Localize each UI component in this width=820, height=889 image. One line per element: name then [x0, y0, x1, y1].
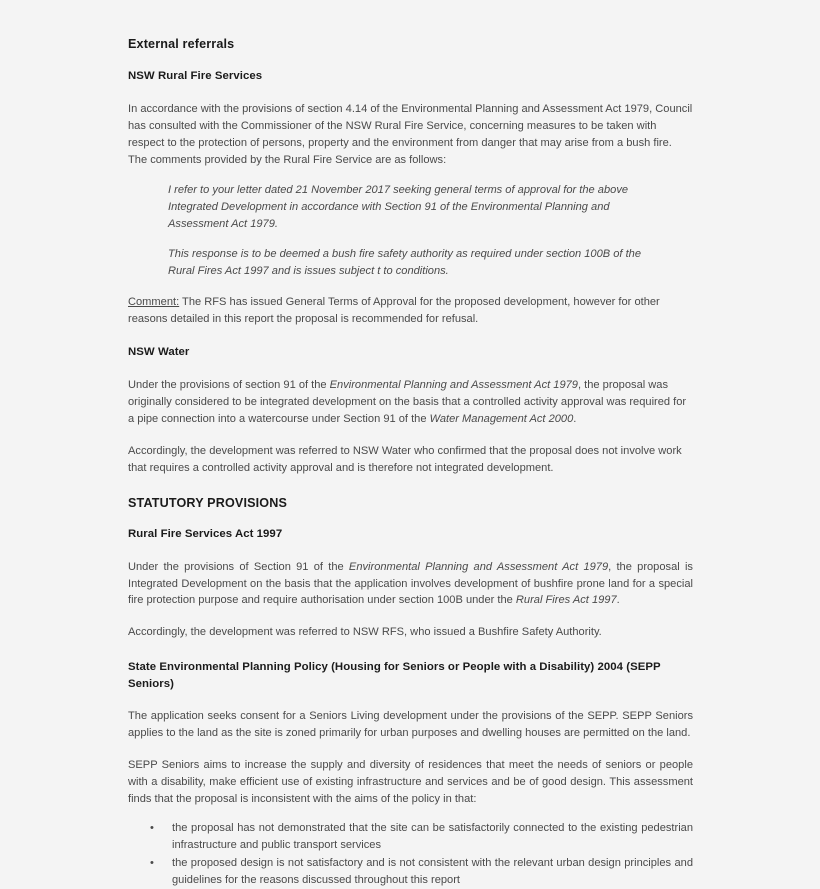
list-item-text: the proposed design is not satisfactory and is not consistent with the relevant urban design principles and guidelines for the reasons discussed throughout this report — [172, 857, 693, 887]
comment-text: The RFS has issued General Terms of Approval for the proposed development, however for other reasons detailed in this report the proposal is recommended for refusal. — [128, 295, 660, 325]
rfs-quoted-block — [168, 182, 668, 279]
spacer — [128, 85, 693, 101]
list-item — [128, 820, 693, 854]
water-text-3: . — [573, 413, 577, 426]
list-item — [128, 855, 693, 889]
spacer — [128, 807, 693, 820]
spacer — [128, 641, 693, 659]
paragraph-water-1 — [128, 377, 693, 428]
heading-rural-fire-services-act-1997: Rural Fire Services Act 1997 — [128, 527, 283, 540]
heading-external-referrals: External referrals — [128, 37, 235, 51]
spacer — [128, 361, 693, 377]
spacer — [128, 609, 693, 624]
spacer — [128, 692, 693, 708]
paragraph-sepp-1: The application seeks consent for a Seniors Living development under the provisions of the SEPP. SEPP Seniors applies to the land as the site is zoned primarily for urban purposes and dwelling houses are permitted on the land. — [128, 710, 693, 740]
citation-epa-act-1979: Environmental Planning and Assessment Act 1979 — [329, 379, 578, 392]
spacer — [128, 53, 693, 69]
spacer — [128, 742, 693, 757]
spacer — [128, 280, 693, 294]
heading-nsw-water: NSW Water — [128, 346, 190, 359]
spacer — [128, 477, 693, 495]
quote-rfs-paragraph-1: I refer to your letter dated 21 November 2017 seeking general terms of approval for the above Integrated Development in accordance with Section 91 of the Environmental Planning and Assessment Act 1979. — [168, 184, 629, 231]
citation-epa-act-1979: Environmental Planning and Assessment Act 1979 — [348, 560, 609, 573]
sepp-inconsistency-list — [128, 820, 693, 888]
paragraph-rfs-comment — [128, 294, 693, 328]
spacer — [128, 327, 693, 345]
rfs-act-text-1: Under the provisions of Section 91 of the — [128, 560, 349, 573]
document-content — [128, 36, 693, 889]
list-item-text: the proposal has not demonstrated that the site can be satisfactorily connected to the existing pedestrian infrastructure and public transport services — [172, 822, 693, 852]
comment-label: Comment: — [128, 295, 180, 308]
spacer — [168, 233, 668, 246]
bullet-icon: • — [150, 857, 154, 870]
spacer — [128, 543, 693, 559]
bullet-icon: • — [150, 822, 154, 835]
heading-sepp-seniors: State Environmental Planning Policy (Housing for Seniors or People with a Disability) 2004 (SEPP Seniors) — [128, 661, 661, 690]
rfs-act-text-3: . — [616, 594, 620, 607]
paragraph-sepp-2: SEPP Seniors aims to increase the supply and diversity of residences that meet the needs of seniors or people with a disability, make efficient use of existing infrastructure and services and be of good design. This assessment finds that the proposal is inconsistent with the aims of the policy in that: — [128, 758, 693, 805]
water-text-1: Under the provisions of section 91 of the — [128, 379, 330, 392]
spacer — [128, 512, 693, 527]
citation-rural-fires-act-1997: Rural Fires Act 1997 — [515, 594, 617, 607]
paragraph-rfs-act-1 — [128, 559, 693, 610]
heading-statutory-provisions: STATUTORY PROVISIONS — [128, 495, 288, 510]
heading-nsw-rural-fire-services: NSW Rural Fire Services — [128, 70, 263, 82]
water-text-2: , the proposal was originally considered to be integrated development on the basis that a controlled activity approval was required for a pipe connection into a watercourse under Section 91 of the — [128, 379, 687, 426]
rfs-act-text-2: , the proposal is Integrated Development on the basis that the application involves development of bushfire prone land for a special fire protection purpose and require authorisation under section 100B under the — [128, 560, 693, 607]
spacer — [128, 428, 693, 443]
spacer — [128, 168, 693, 182]
quote-rfs-paragraph-2: This response is to be deemed a bush fire safety authority as required under section 100B of the Rural Fires Act 1997 and is issues subject t to conditions. — [168, 247, 641, 277]
paragraph-rfs-act-2: Accordingly, the development was referred to NSW RFS, who issued a Bushfire Safety Authority. — [128, 626, 602, 639]
paragraph-rfs-intro: In accordance with the provisions of section 4.14 of the Environmental Planning and Assessment Act 1979, Council has consulted with the Commissioner of the NSW Rural Fire Service, concerning measures to be taken with respect to the protection of persons, property and the environment from danger that may arise from a bush fire. The comments provided by the Rural Fire Service are as follows: — [128, 102, 693, 166]
paragraph-water-2: Accordingly, the development was referred to NSW Water who confirmed that the proposal does not involve work that requires a controlled activity approval and is therefore not integrated development. — [128, 444, 682, 474]
citation-water-management-act-2000: Water Management Act 2000 — [429, 413, 574, 426]
